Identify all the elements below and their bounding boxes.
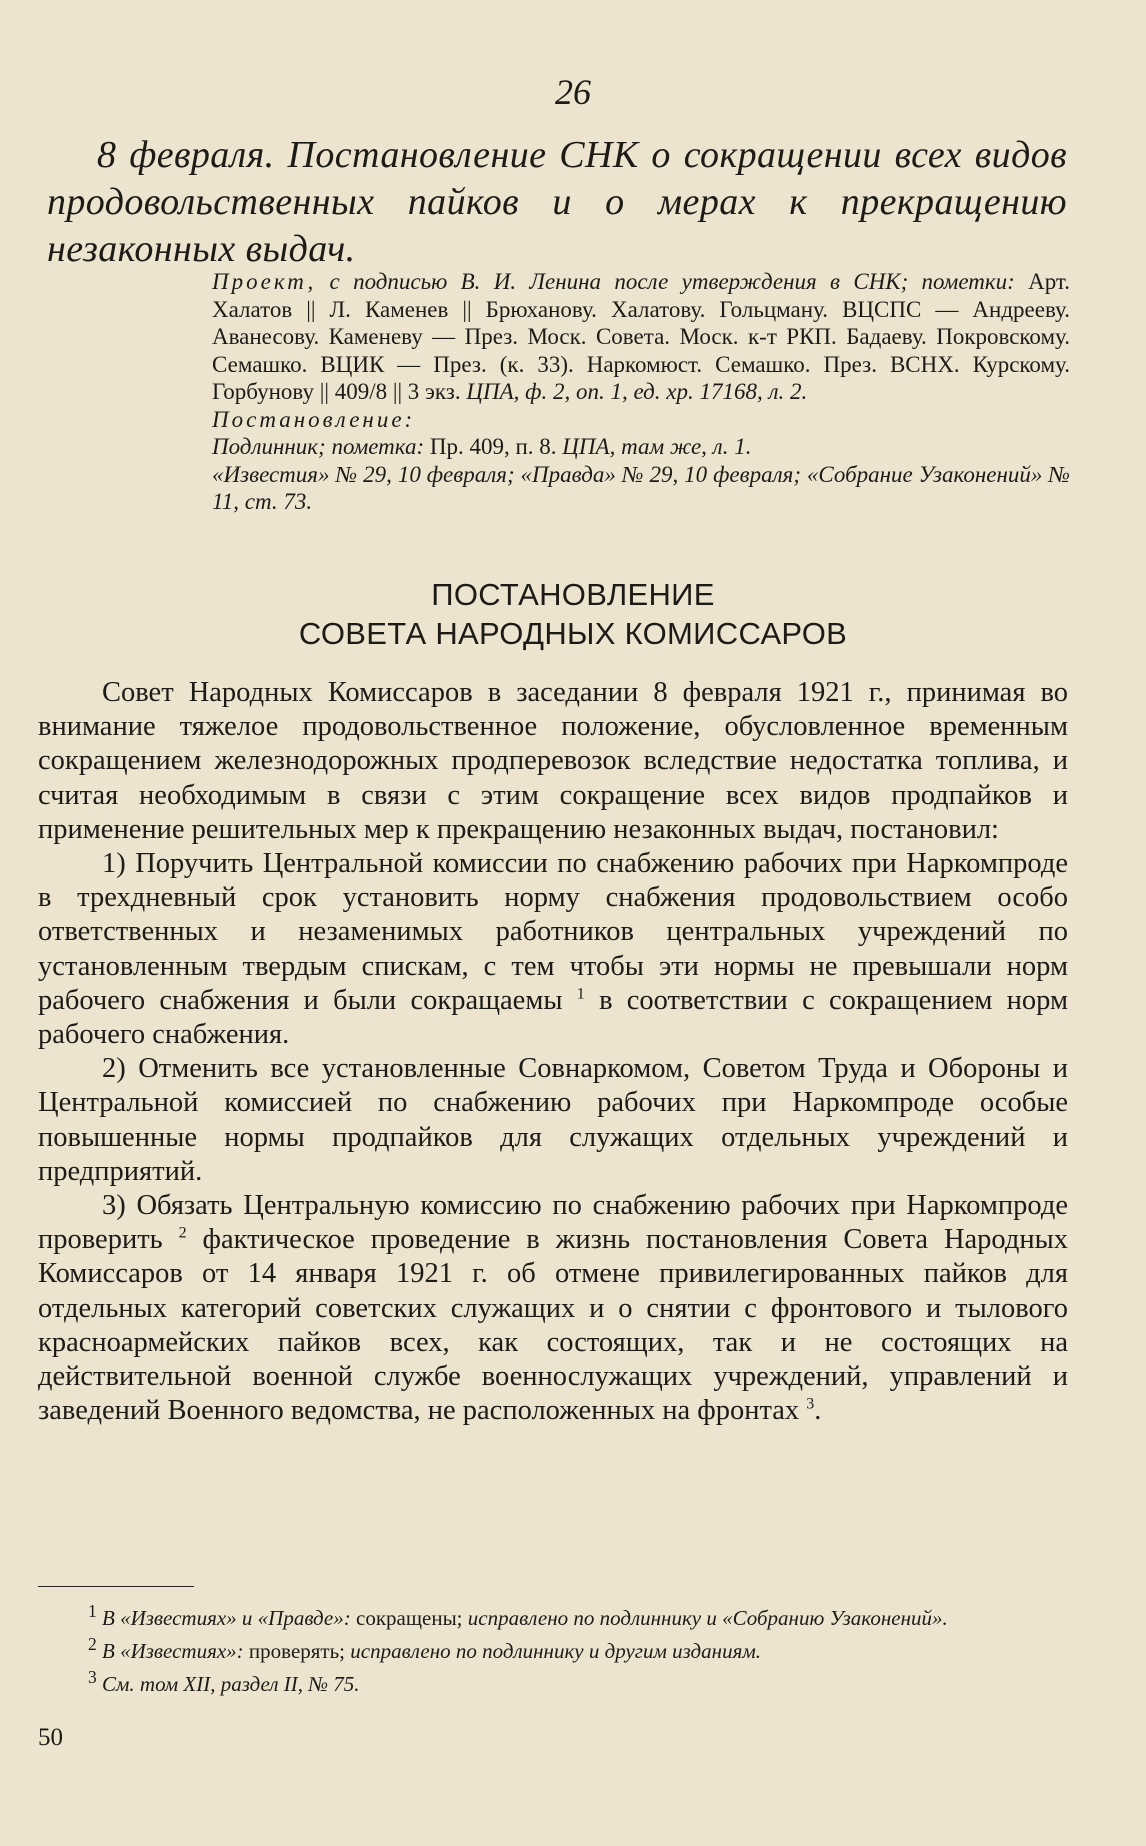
draft-notes: Арт. Халатов || Л. Каменев || Брюханову. Халатову. Гольцману. ВЦСПС — Андрееву. Аванесову. Каменеву — През. Моск. Совета. Моск. к-т РКП. Бадаеву. Покровскому. Семашко. ВЦИК — През. (к. 33). Наркомюст. Семашко. През. ВСНХ. Курскому. Горбунову || 409/8 || 3 экз. (212, 269, 1071, 404)
point-1-text-a: 1) Поручить Центральной комиссии по снабжению рабочих при Наркомпроде в трехдневный срок установить норму снабжения продовольствием особо ответственных и незаменимых работников центральных учреждений по установленным твердым спискам, с тем чтобы эти нормы не превышали норм рабочего снабжения и были сокращаемы (38, 848, 1068, 1016)
document-number: 26 (555, 72, 591, 112)
footnotes (38, 1598, 1068, 1697)
source-note (212, 268, 1070, 516)
footnote-divider (38, 1586, 194, 1587)
decree-body (38, 676, 1068, 1428)
point-3-end: . (814, 1395, 822, 1427)
point-1-text-b: в соответствии с сокращением норм рабочего снабжения. (38, 984, 1069, 1051)
draft-archive-ref: ЦПА, ф. 2, оп. 1, ед. хр. 17168, л. 2. (466, 379, 808, 404)
draft-label: Проект, (212, 269, 317, 294)
footnote-2-variant: проверять; (248, 1639, 346, 1663)
original-note: Пр. 409, п. 8. (429, 434, 557, 459)
original-label: Подлинник; пометка: (212, 434, 425, 459)
footnote-ref-2: 2 (178, 1224, 187, 1242)
point-3-text-b: фактическое проведение в жизнь постановления Совета Народных Комиссаров от 14 января 1921 г. об отмене привилегированных пайков для отдельных категорий советских служащих и о снятии с фронтового и тылового красноармейских пайков всех, как состоящих, так и не состоящих на действительной военной службе военнослужащих учреждений, управлений и заведений Военного ведомства, не расположенных на фронтах (38, 1224, 1069, 1427)
decree-title-line1: ПОСТАНОВЛЕНИЕ (431, 577, 715, 612)
footnote-2 (38, 1631, 1068, 1664)
decree-title (0, 575, 1146, 653)
footnote-ref-3: 3 (806, 1395, 815, 1413)
footnote-3-mark: 3 (88, 1667, 97, 1687)
footnote-1-variant: сокращены; (356, 1606, 463, 1630)
footnote-1-mark: 1 (88, 1601, 97, 1621)
footnote-3-text: См. том XII, раздел II, № 75. (102, 1672, 360, 1696)
original-archive-ref: ЦПА, там же, л. 1. (562, 434, 752, 459)
decree-point-2: 2) Отменить все установленные Совнаркомом, Советом Труда и Обороны и Центральной комиссией по снабжению рабочих при Наркомпроде особые повышенные нормы продпайков для служащих отдельных учреждений и предприятий. (38, 1053, 1068, 1187)
point-3-text-a: 3) Обязать Центральную комиссию по снабжению рабочих при Наркомпроде проверить (38, 1190, 1068, 1256)
decree-point-3 (38, 1189, 1068, 1428)
page-number: 50 (38, 1724, 63, 1751)
decree-title-line2: СОВЕТА НАРОДНЫХ КОМИССАРОВ (298, 616, 848, 651)
decree-intro: Совет Народных Комиссаров в заседании 8 февраля 1921 г., принимая во внимание тяжелое продовольственное положение, обусловленное временным сокращением железнодорожных продперевозок вследствие недостатка топлива, и считая необходимым в связи с этим сокращение всех видов продпайков и применение решительных мер к прекращению незаконных выдач, постановил: (38, 677, 1068, 845)
decree-point-1 (38, 847, 1068, 1052)
footnote-ref-1: 1 (576, 985, 585, 1003)
footnote-3 (38, 1664, 1068, 1697)
footnote-1 (38, 1598, 1068, 1631)
publication-refs: «Известия» № 29, 10 февраля; «Правда» № 29, 10 февраля; «Собрание Узаконений» № 11, ст. 73. (212, 461, 1070, 514)
footnote-2-mark: 2 (88, 1634, 97, 1654)
footnote-1-correction: исправлено по подлиннику и «Собранию Узаконений». (467, 1606, 948, 1630)
footnote-2-correction: исправлено по подлиннику и другим изданиям. (350, 1639, 762, 1663)
document-heading: 8 февраля. Постановление СНК о сокращении всех видов продовольственных пайков и о мерах к прекращению незаконных выдач. (47, 134, 1067, 270)
draft-description: с подписью В. И. Ленина после утверждения в СНК; пометки: (329, 269, 1015, 294)
footnote-1-source: В «Известиях» и «Правде»: (102, 1606, 351, 1630)
resolution-label: Постановление: (212, 406, 416, 432)
footnote-2-source: В «Известиях»: (102, 1639, 244, 1663)
